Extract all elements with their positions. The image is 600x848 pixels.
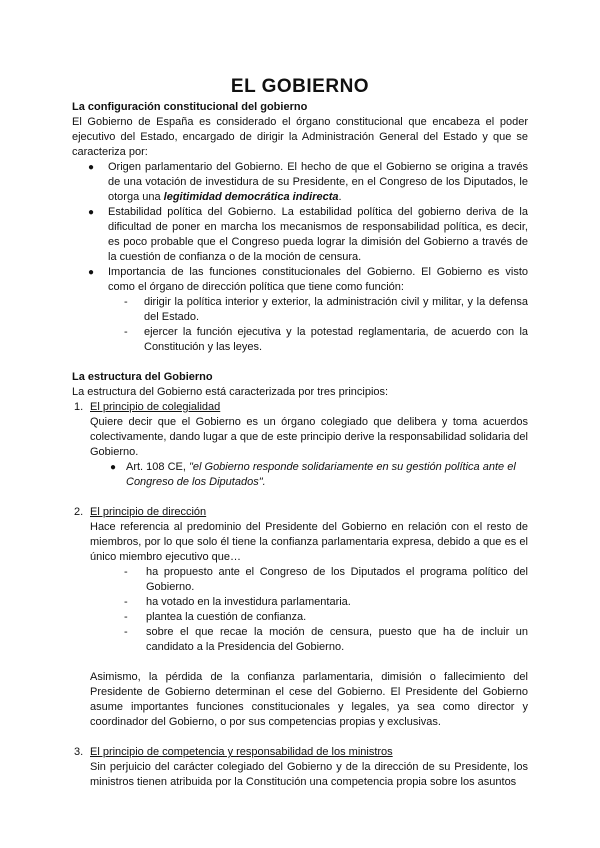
bullet-icon: ● [88, 207, 95, 218]
principle-1-text: Quiere decir que el Gobierno es un órgano colegiado que delibera y toma acuerdos colectivamente, dando lugar a que de este principio derive la responsabilidad solidaria del Gobierno. [90, 416, 528, 458]
principle-3-heading: El principio de competencia y responsabilidad de los ministros [90, 746, 393, 758]
bullet-icon: ● [110, 462, 117, 473]
bullet1-end: . [338, 191, 342, 203]
list-item [72, 205, 528, 265]
number-label: 2. [74, 506, 84, 518]
bullet-icon: ● [88, 267, 95, 278]
list-item [72, 325, 528, 355]
bullet2-text: Estabilidad política del Gobierno. La estabilidad política del gobierno deriva de la dificultad de poner en marcha los mecanismos de responsabilidad política, es decir, es poco probable que el Congreso pueda lograr la dimisión del Gobierno a través de la cuestión de confianza o de la moción de censura. [108, 206, 528, 263]
list-item [72, 265, 528, 295]
dash-text: ha propuesto ante el Congreso de los Diputados el programa político del Gobierno. [146, 566, 528, 593]
principle-2-text: Hace referencia al predominio del Presidente del Gobierno en relación con el resto de miembros, por lo que solo él tiene la confianza parlamentaria expresa, debido a que es el único miembro ejecutivo que… [90, 521, 528, 563]
dash-text: plantea la cuestión de confianza. [146, 611, 307, 623]
dash1-text: dirigir la política interior y exterior, la administración civil y militar, y la defensa del Estado. [144, 296, 528, 323]
section1-intro: El Gobierno de España es considerado el órgano constitucional que encabeza el poder ejecutivo del Estado, encargado de dirigir la Administración General del Estado y que se caracteriza por: [72, 116, 528, 158]
principle-1-title [72, 400, 528, 415]
principle-1-heading: El principio de colegialidad [90, 401, 221, 413]
list-item [72, 595, 528, 610]
dash-icon: - [124, 611, 128, 623]
list-item [72, 625, 528, 655]
list-item [72, 160, 528, 205]
principle-2-after: Asimismo, la pérdida de la confianza parlamentaria, dimisión o fallecimiento del Presidente de Gobierno determinan el cese del Gobierno. El Presidente del Gobierno asume importantes funciones constitucionales y legales, ya sea como director y coordinador del Gobierno, o por sus competencias propias y exclusivas. [90, 671, 528, 728]
bullet1-emphasis: legitimidad democrática indirecta [163, 191, 339, 203]
number-label: 1. [74, 401, 84, 413]
dash-icon: - [124, 326, 128, 338]
section2-heading: La estructura del Gobierno [72, 371, 213, 383]
dash-text: sobre el que recae la moción de censura, puesto que ha de incluir un candidato a la Presidencia del Gobierno. [146, 626, 528, 653]
bullet-icon: ● [88, 162, 95, 173]
page-title: EL GOBIERNO [230, 76, 370, 97]
dash2-text: ejercer la función ejecutiva y la potestad reglamentaria, de acuerdo con la Constitución y las leyes. [144, 326, 528, 353]
dash-icon: - [124, 566, 128, 578]
principle-2-heading: El principio de dirección [90, 506, 207, 518]
bullet3-text: Importancia de las funciones constitucionales del Gobierno. El Gobierno es visto como el órgano de dirección política que tiene como función: [108, 266, 528, 293]
article-quote: "el Gobierno responde solidariamente en su gestión política ante el Congreso de los Diputados". [126, 461, 516, 488]
document-body [72, 100, 528, 790]
article-ref: Art. 108 CE, [126, 461, 189, 473]
principle-3-title [72, 745, 528, 760]
section1-heading: La configuración constitucional del gobierno [72, 101, 308, 113]
list-item [72, 610, 528, 625]
dash-icon: - [124, 596, 128, 608]
principle-3-text: Sin perjuicio del carácter colegiado del Gobierno y de la dirección de su Presidente, los ministros tienen atribuida por la Constitución una competencia propia sobre los asuntos [90, 761, 528, 788]
dash-text: ha votado en la investidura parlamentaria. [146, 596, 351, 608]
list-item [72, 295, 528, 325]
dash-icon: - [124, 296, 128, 308]
principle-2-title [72, 505, 528, 520]
number-label: 3. [74, 746, 84, 758]
list-item [72, 565, 528, 595]
list-item [72, 460, 528, 490]
section2-intro: La estructura del Gobierno está caracterizada por tres principios: [72, 386, 389, 398]
dash-icon: - [124, 626, 128, 638]
bullet1-text: Origen parlamentario del Gobierno. El hecho de que el Gobierno se origina a través de una votación de investidura de su Presidente, en el Congreso de los Diputados, le otorga una [108, 161, 528, 203]
